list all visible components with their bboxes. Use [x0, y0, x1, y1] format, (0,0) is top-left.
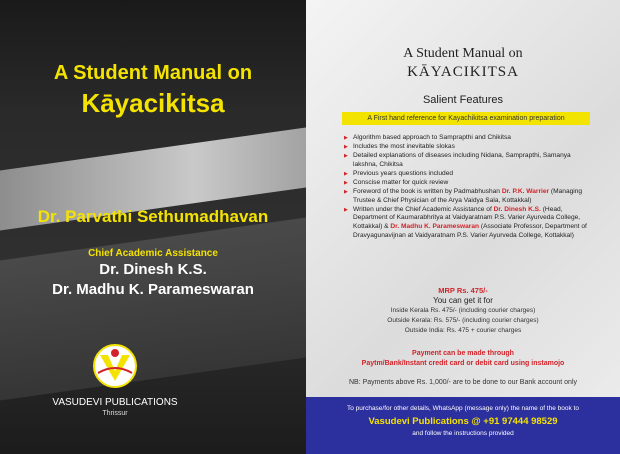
written-name-1: Dr. Dinesh K.S. — [493, 205, 541, 213]
price-outside-india: Outside India: Rs. 475 + courier charges — [404, 327, 522, 334]
price-outside-kerala: Outside Kerala: Rs. 575/- (including courier charges) — [387, 317, 539, 324]
feature-item: ▶ Algorithm based approach to Samprapthi and Chikitsa — [344, 134, 590, 143]
publisher-city: Thrissur — [102, 410, 128, 417]
feature-item: ▶ Previous years questions included — [344, 170, 590, 179]
salient-features-heading: Salient Features — [422, 94, 504, 106]
feature-item: ▶ Conscise matter for quick review — [344, 179, 590, 188]
foreword-author: Dr. P.K. Warrier — [501, 188, 550, 196]
written-post: (Associate Professor, Department of Dravyagunavijnan at Vaidyaratnam P.S. Varier Ayurveda College, Kottakkal) — [353, 222, 587, 239]
features-list — [344, 134, 590, 241]
book-title-line1: A Student Manual on — [53, 62, 253, 84]
footer-contact: Vasudevi Publications @ +91 97444 98529 — [368, 416, 558, 427]
contact-footer — [306, 397, 620, 454]
back-title-line2: KĀYACIKITSA — [407, 64, 519, 80]
written-mid: (Head, Department of Kaumarabhritya at Vaidyaratnam P.S. Varier Ayurveda College, Kottakkal) & — [353, 205, 581, 230]
written-name-2: Dr. Madhu K. Parameswaran — [390, 222, 480, 230]
feature-item-foreword — [344, 188, 590, 205]
assistant-name-1: Dr. Dinesh K.S. — [99, 261, 207, 278]
price-inside-kerala: Inside Kerala Rs. 475/- (including courier charges) — [390, 307, 536, 314]
publisher-name: VASUDEVI PUBLICATIONS — [52, 397, 178, 408]
footer-instruction: To purchase/for other details, WhatsApp (message only) the name of the book to — [347, 405, 579, 412]
decorative-band-lower — [0, 214, 306, 402]
publisher-logo-icon — [92, 343, 138, 389]
mrp-price: MRP Rs. 475/- — [438, 286, 488, 295]
front-cover — [0, 0, 306, 454]
payment-heading: Payment can be made through — [412, 350, 514, 357]
can-get-label: You can get it for — [433, 296, 493, 305]
back-title-line1: A Student Manual on — [403, 46, 523, 61]
assistance-label: Chief Academic Assistance — [88, 248, 218, 259]
reference-banner: A First hand reference for Kayachikitsa examination preparation — [342, 112, 590, 125]
author-name: Dr. Parvathi Sethumadhavan — [37, 207, 269, 226]
foreword-text: Foreword of the book is written by Padmabhushan — [353, 188, 502, 196]
foreword-role: (Managing Trustee & Chief Physician of the Arya Vaidya Sala, Kottakkal) — [353, 188, 583, 204]
payment-methods: Paytm/Bank/Instant credit card or debit card using instamojo — [361, 360, 565, 367]
footer-follow: and follow the instructions provided — [412, 430, 514, 437]
feature-item: ▶ Includes the most inevitable slokas — [344, 143, 590, 152]
back-cover — [306, 0, 620, 454]
written-text: Written under the Chief Academic Assistance of — [353, 205, 494, 213]
book-title-line2: Kāyacikitsa — [81, 88, 225, 118]
feature-item-written — [344, 206, 590, 240]
payment-note: NB: Payments above Rs. 1,000/- are to be done to our Bank account only — [348, 379, 578, 386]
assistant-name-2: Dr. Madhu K. Parameswaran — [52, 281, 254, 298]
feature-item: ▶ Detailed explanations of diseases including Nidana, Samprapthi, Samanya lakshna, Chikitsa — [344, 152, 590, 169]
